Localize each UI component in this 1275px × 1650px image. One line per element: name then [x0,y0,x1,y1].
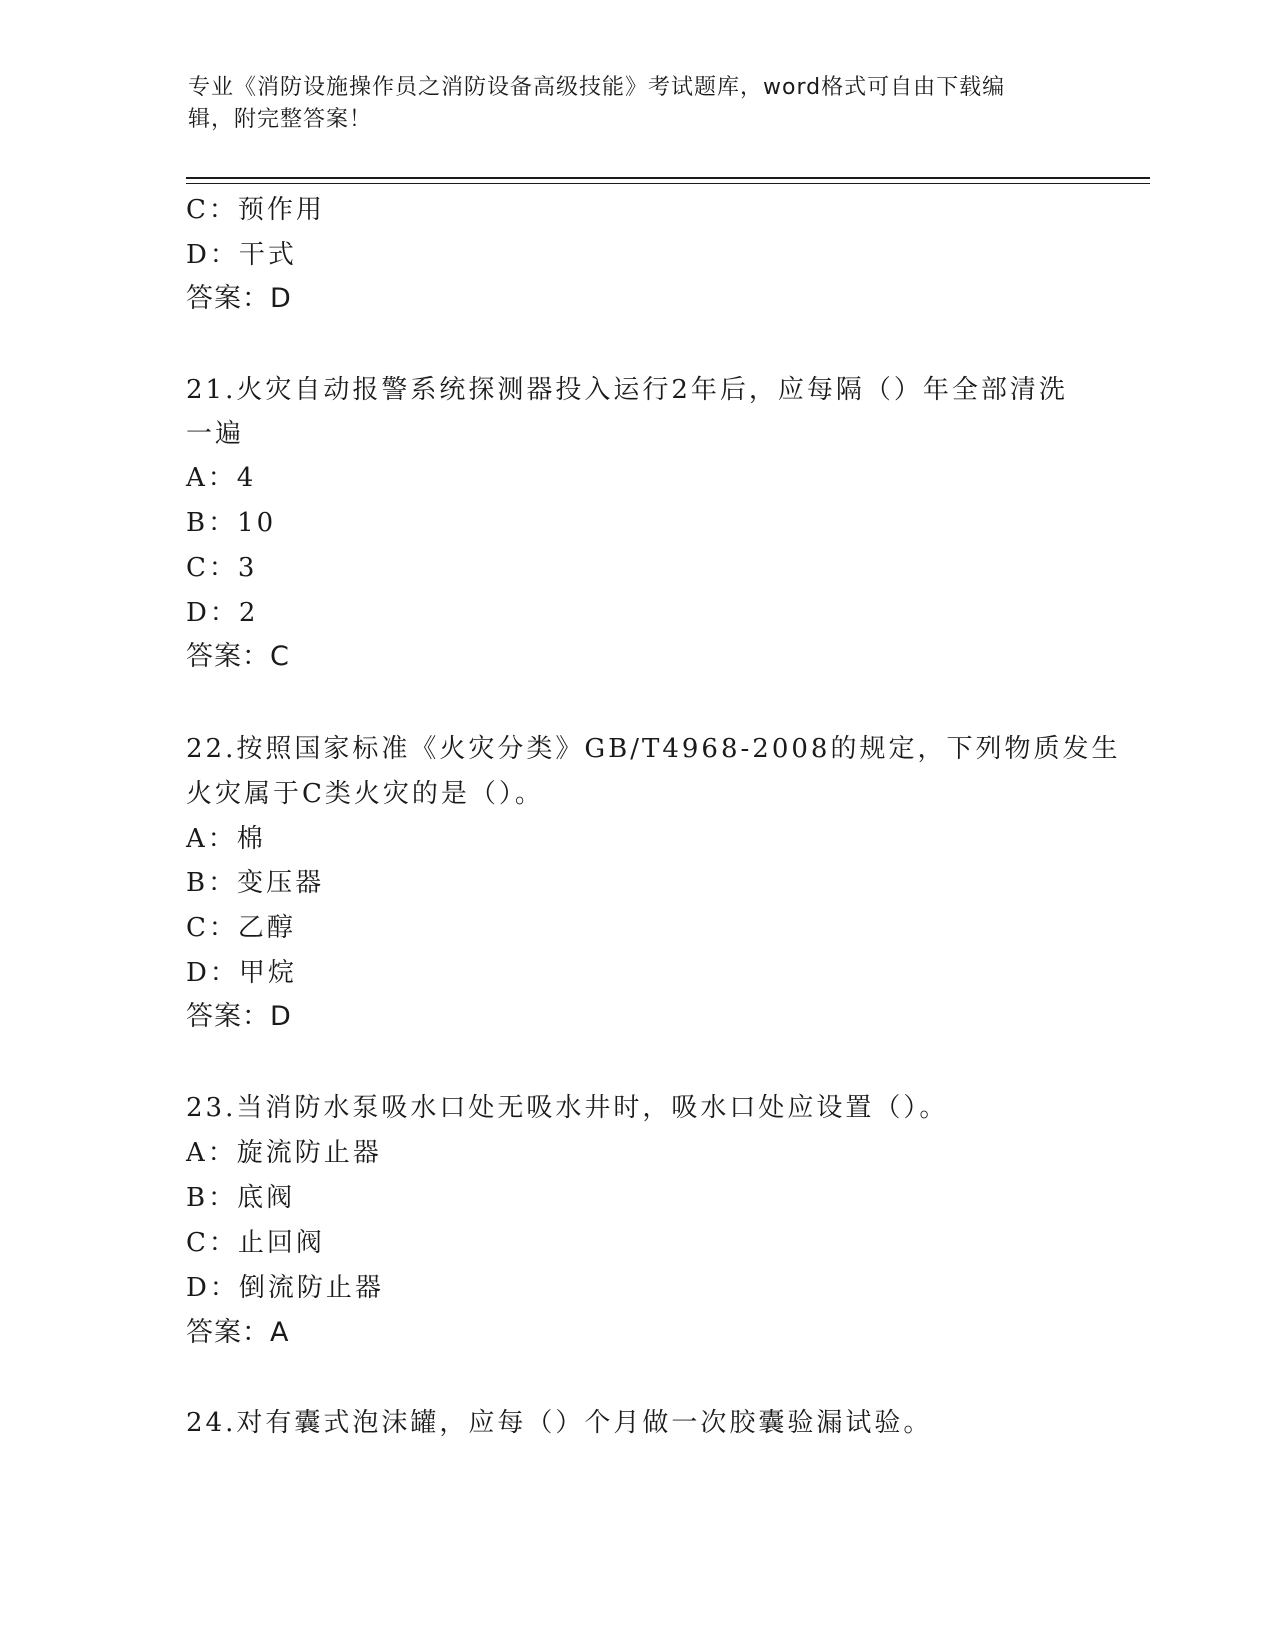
q22-option-c: C：乙醇 [186,913,296,943]
q20-option-d: D：干式 [186,240,297,270]
q22-option-d: D：甲烷 [186,958,297,988]
header-line-1: 专业《消防设施操作员之消防设备高级技能》考试题库，word格式可自由下载编 [188,75,1006,100]
q22-stem-line-2: 火灾属于C类火灾的是（）。 [186,779,544,809]
header-divider-thin [186,183,1150,184]
header-line-2: 辑，附完整答案！ [188,107,373,132]
q23-option-d: D：倒流防止器 [186,1273,384,1303]
document-header [188,72,1088,136]
header-divider-thick [186,177,1150,179]
q21-option-b: B：10 [186,508,277,538]
q23-option-b: B：底阀 [186,1183,296,1213]
q21-stem-line-1: 21.火灾自动报警系统探测器投入运行2年后，应每隔（）年全部清洗 [186,375,1068,405]
q24-stem-line-1: 24.对有囊式泡沫罐，应每（）个月做一次胶囊验漏试验。 [186,1408,933,1438]
q23-option-a: A：旋流防止器 [186,1138,382,1168]
q22-answer: 答案：D [186,1001,292,1032]
q21-option-a: A：4 [186,463,257,493]
q23-option-c: C：止回阀 [186,1228,325,1258]
q21-stem-line-2: 一遍 [186,419,245,449]
q22-option-a: A：棉 [186,824,266,854]
q21-option-d: D：2 [186,598,259,628]
q23-stem-line-1: 23.当消防水泵吸水口处无吸水井时，吸水口处应设置（）。 [186,1093,949,1123]
q23-answer: 答案：A [186,1317,290,1348]
q22-option-b: B：变压器 [186,868,325,898]
q21-answer: 答案：C [186,641,290,672]
q20-option-c: C：预作用 [186,195,325,225]
q22-stem-line-1: 22.按照国家标准《火灾分类》GB/T4968-2008的规定，下列物质发生 [186,734,1121,764]
q21-option-c: C：3 [186,553,258,583]
q20-answer: 答案：D [186,283,292,314]
